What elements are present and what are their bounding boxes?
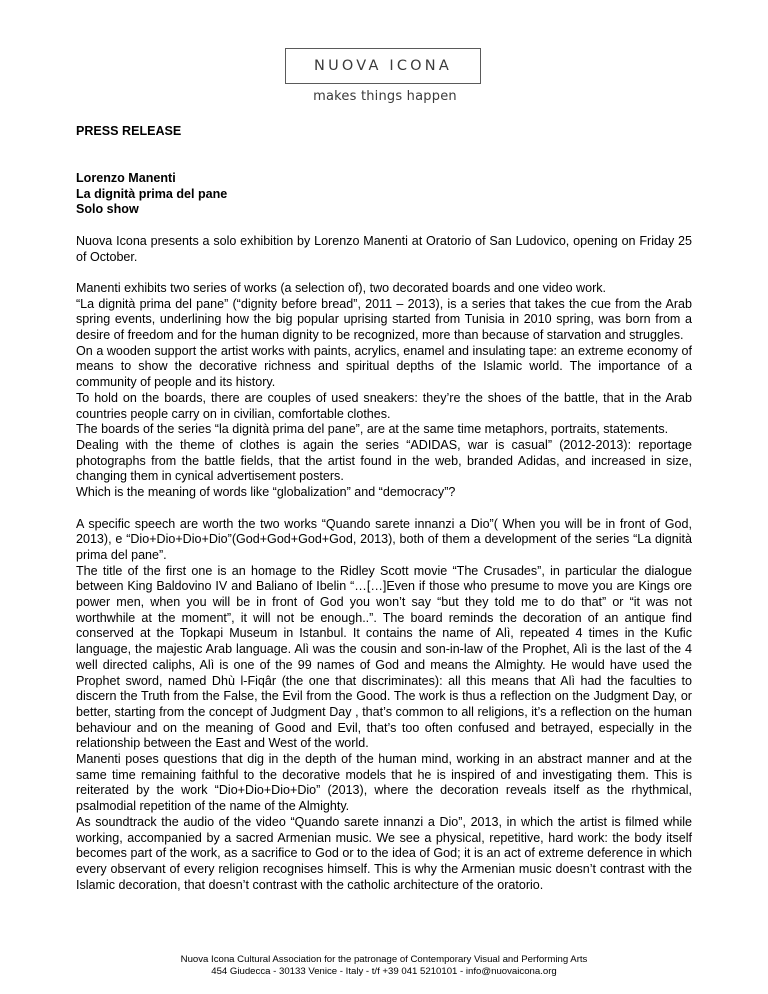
paragraph: Which is the meaning of words like “globalization” and “democracy”?	[76, 485, 456, 500]
paragraph: A specific speech are worth the two works “Quando sarete innanzi a Dio”( When you will be in front of God, 2013), e “Dio+Dio+Dio+Dio”(God+God+God+God, 2013), both of them a development of the series “La dignità prima del pane”.	[76, 516, 692, 562]
logo	[285, 48, 485, 104]
document-label: PRESS RELEASE	[76, 124, 182, 138]
footer-line: Nuova Icona Cultural Association for the patronage of Contemporary Visual and Performing Arts	[180, 954, 588, 965]
paragraph: On a wooden support the artist works with paints, acrylics, enamel and insulating tape: an extreme economy of means to show the decorative richness and spiritual depths of the Islamic world. The importance of a community of people and its history.	[76, 343, 692, 390]
paragraph: The boards of the series “la dignità prima del pane”, are at the same time metaphors, portraits, statements.	[76, 422, 669, 437]
artist-name: Lorenzo Manenti	[76, 171, 176, 186]
spacer	[76, 501, 692, 517]
paragraph: Manenti poses questions that dig in the depth of the human mind, working in an abstract manner and at the same time remaining faithful to the decorative models that he is inspired of and investigating them. This is reiterated by the work “Dio+Dio+Dio+Dio” (2013), where the decoration reveals itself as the rhythmical, psalmodial repetition of the name of the Almighty.	[76, 752, 692, 814]
footer	[0, 954, 768, 978]
show-title: La dignità prima del pane	[76, 186, 228, 201]
show-type: Solo show	[76, 202, 139, 217]
paragraph: As soundtrack the audio of the video “Quando sarete innanzi a Dio”, 2013, in which the artist is filmed while working, accompanied by a sacred Armenian music. We see a physical, repetitive, hard work: the body itself becomes part of the work, as a sacrifice to God or to the idea of God; it is an act of extreme deference in which every observant of every religion recognises himself. This is why the Armenian music doesn’t contrast with the Islamic decoration, that doesn’t contrast with the catholic architecture of the oratorio.	[76, 814, 692, 892]
logo-box	[285, 48, 481, 84]
footer-contact: 454 Giudecca - 30133 Venice - Italy - t/f +39 041 5210101 - info@nuovaicona.org	[211, 966, 557, 977]
document-body	[76, 124, 692, 893]
paragraph: The title of the first one is an homage to the Ridley Scott movie “The Crusades”, in particular the dialogue between King Baldovino IV and Baliano of Ibelin “…[…]Even if those who presume to move you are Kings ore power men, when you will be in front of God you won’t say “but they told me to do that” or “it was not worthwhile at the moment”, it will not be enough..”. The board reminds the decoration of an antique find conserved at the Topkapi Museum in Istanbul. It contains the name of Alì, repeated 4 times in the Kufic language, the majestic Arab language. Alì was the cousin and son-in-law of the Prophet, Alì is the last of the 4 well directed caliphs, Alì is one of the 99 names of God and means the Almighty. He would have used the Prophet sword, named Dhù l-Fiqâr (the one that discriminates): all this means that Alì had the faculties to discern the Truth from the False, the Evil from the Good. The work is thus a reflection on the Judgment Day, or better, starting from the concept of Judgment Day , that’s common to all religions, it’s a reflection on the human behaviour and on the meaning of Good and Evil, that’s too often confused and betrayed, especially in the relationship between the East and West of the world.	[76, 563, 692, 751]
paragraph: Manenti exhibits two series of works (a selection of), two decorated boards and one video work.	[76, 280, 607, 295]
spacer	[76, 265, 692, 281]
spacer	[76, 155, 692, 171]
spacer	[76, 218, 692, 234]
paragraph: “La dignità prima del pane” (“dignity before bread”, 2011 – 2013), is a series that takes the cue from the Arab spring events, underlining how the big popular uprising started from Tunisia in 2010 spring, was born from a desire of freedom and for the human dignity to be recognized, more than because of starvation and struggles.	[76, 296, 692, 343]
paragraph: Dealing with the theme of clothes is again the series “ADIDAS, war is casual” (2012-2013): reportage photographs from the battle fields, that the artist found in the web, branded Adidas, and increased in size, changing them in cynical advertisement posters.	[76, 438, 692, 484]
logo-tagline: makes things happen	[313, 89, 457, 104]
intro-paragraph: Nuova Icona presents a solo exhibition by Lorenzo Manenti at Oratorio of San Ludovico, opening on Friday 25 of October.	[76, 233, 692, 264]
logo-name: NUOVA ICONA	[314, 58, 452, 74]
paragraph: To hold on the boards, there are couples of used sneakers: they’re the shoes of the battle, that in the Arab countries people carry on in civilian, comfortable clothes.	[76, 390, 692, 421]
title-block	[76, 155, 692, 218]
